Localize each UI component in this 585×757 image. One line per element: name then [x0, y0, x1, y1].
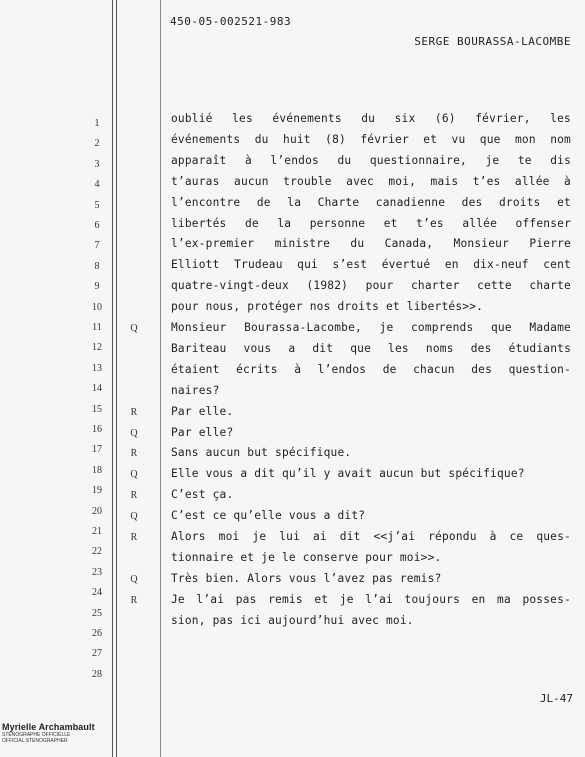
line-number: 23: [92, 566, 102, 578]
transcript-line: libertés de la personne et t’es allée offenser: [171, 216, 571, 230]
speaker-marker: Q: [130, 427, 138, 439]
line-number: 3: [94, 158, 100, 170]
stenographer-title-fr: STÉNOGRAPHE OFFICIELLE: [2, 732, 71, 738]
transcript-line: pour nous, protéger nos droits et libertés>>.: [171, 300, 484, 314]
line-number: 11: [92, 322, 102, 333]
file-number: 450-05-002521-983: [170, 15, 292, 28]
speaker-marker: R: [130, 490, 138, 502]
line-number: 18: [92, 464, 102, 476]
transcript-line: l’encontre de la Charte canadienne des droits et: [171, 195, 571, 209]
line-number: 5: [94, 199, 100, 211]
line-number: 28: [92, 668, 102, 680]
line-number: 2: [94, 138, 100, 150]
transcript-line: Elliott Trudeau qui s’est évertué en dix-neuf cent: [171, 258, 571, 272]
margin-rule-1: [112, 0, 113, 757]
transcript-line: sion, pas ici aujourd’hui avec moi.: [171, 613, 414, 627]
transcript-line: étaient écrits à l’endos de chacun des question-: [171, 362, 571, 376]
line-number: 21: [92, 526, 102, 537]
line-number: 13: [92, 362, 102, 374]
witness-name: SERGE BOURASSA-LACOMBE: [414, 35, 571, 48]
transcript-line: tionnaire et je le conserve pour moi>>.: [171, 550, 442, 564]
line-number: 4: [94, 179, 100, 191]
transcript-line: Très bien. Alors vous l’avez pas remis?: [171, 571, 442, 585]
line-number: 9: [94, 281, 100, 293]
line-number: 12: [92, 342, 102, 354]
margin-rule-2: [116, 0, 117, 757]
transcript-line: C’est ça.: [171, 488, 234, 502]
speaker-marker: R: [130, 594, 138, 606]
transcript-line: apparaît à l’endos du questionnaire, je te dis: [171, 153, 571, 167]
stenographer-name: Myrielle Archambault: [2, 722, 95, 732]
transcript-line: t’auras aucun trouble avec moi, mais t’es allée à: [171, 174, 571, 188]
line-number: 7: [94, 240, 100, 252]
transcript-line: Elle vous a dit qu’il y avait aucun but spécifique?: [171, 467, 525, 481]
transcript-line: quatre-vingt-deux (1982) pour charter cette charte: [171, 279, 571, 293]
speaker-marker: Q: [130, 511, 138, 523]
speaker-column-rule: [160, 0, 161, 757]
transcript-line: événements du huit (8) février et vu que mon nom: [171, 132, 571, 146]
line-number: 19: [92, 485, 102, 497]
speaker-marker: Q: [130, 469, 138, 481]
transcript-line: Bariteau vous a dit que les noms des étudiants: [171, 341, 571, 355]
speaker-marker: R: [130, 532, 138, 543]
stenographer-title-en: OFFICIAL STENOGRAPHER: [2, 738, 68, 744]
line-number: 17: [92, 444, 102, 456]
transcript-line: naires?: [171, 383, 220, 397]
transcript-line: Sans aucun but spécifique.: [171, 446, 352, 460]
line-number: 26: [92, 628, 102, 639]
line-number: 27: [92, 648, 102, 660]
line-number: 22: [92, 546, 102, 558]
transcript-line: Je l’ai pas remis et je l’ai toujours en ma posses-: [171, 592, 571, 606]
transcript-line: oublié les événements du six (6) février, les: [171, 112, 571, 125]
transcript-line: Par elle.: [171, 404, 234, 418]
transcript-line: Monsieur Bourassa-Lacombe, je comprends que Madame: [171, 321, 571, 334]
page-code: JL-47: [539, 692, 573, 705]
speaker-marker: Q: [130, 323, 138, 334]
transcript-line: l’ex-premier ministre du Canada, Monsieur Pierre: [171, 237, 571, 251]
transcript-line: C’est ce qu’elle vous a dit?: [171, 509, 366, 523]
line-number: 25: [92, 607, 102, 619]
speaker-marker: R: [130, 406, 138, 418]
line-number: 24: [92, 587, 102, 599]
line-number: 20: [92, 505, 102, 517]
stenographer-stamp: [2, 722, 102, 744]
line-number: 8: [94, 260, 100, 272]
line-number: 6: [94, 220, 100, 231]
transcript-line: Par elle?: [171, 425, 234, 439]
line-number: 10: [92, 301, 102, 313]
speaker-marker: Q: [130, 573, 138, 585]
line-number: 16: [92, 424, 102, 435]
transcript-line: Alors moi je lui ai dit <<j’ai répondu à ce ques-: [171, 530, 571, 543]
line-number: 14: [92, 383, 102, 395]
speaker-marker: R: [130, 448, 138, 460]
line-number: 1: [94, 118, 100, 129]
line-number: 15: [92, 403, 102, 415]
